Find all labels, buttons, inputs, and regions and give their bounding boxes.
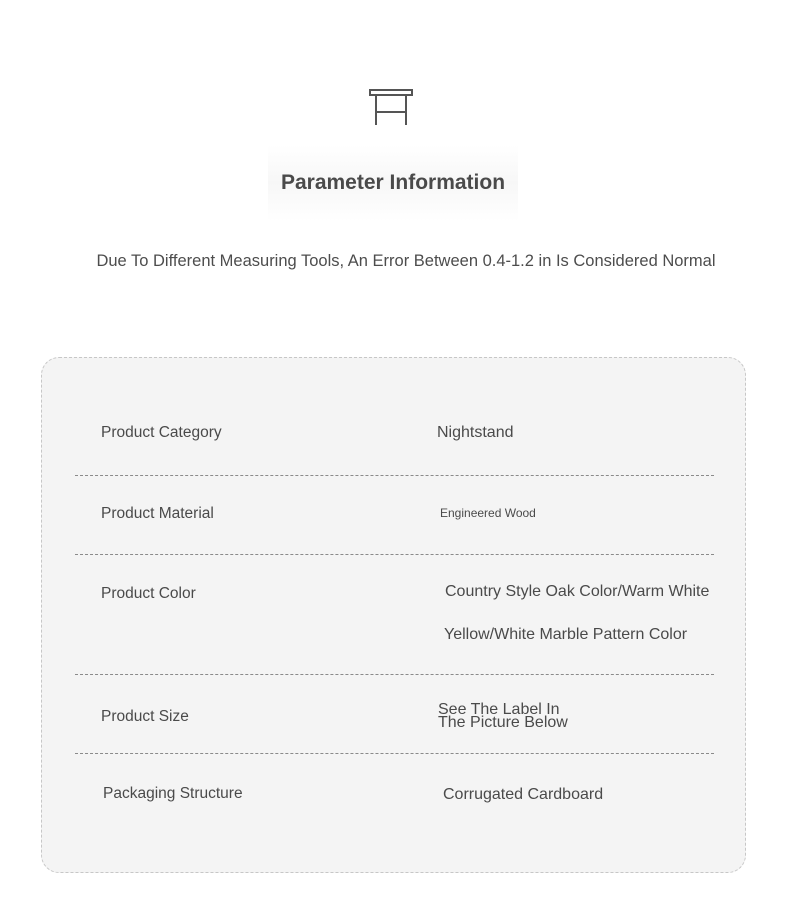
product-color-value-line2: Yellow/White Marble Pattern Color xyxy=(444,626,688,643)
page-title: Parameter Information xyxy=(268,145,518,221)
product-size-label: Product Size xyxy=(101,708,189,725)
nightstand-icon xyxy=(368,88,414,128)
measurement-note: Due To Different Measuring Tools, An Error Between 0.4-1.2 in Is Considered Normal xyxy=(96,252,716,270)
row-divider xyxy=(75,674,714,675)
packaging-structure-label: Packaging Structure xyxy=(103,785,243,802)
product-color-label: Product Color xyxy=(101,585,196,602)
row-divider xyxy=(75,554,714,555)
product-category-value: Nightstand xyxy=(437,424,514,441)
product-material-label: Product Material xyxy=(101,505,214,522)
product-color-value-line1: Country Style Oak Color/Warm White xyxy=(445,583,710,600)
packaging-structure-value: Corrugated Cardboard xyxy=(443,786,604,803)
row-divider xyxy=(75,753,714,754)
product-size-value-line1: See The Label In xyxy=(438,701,560,718)
product-material-value: Engineered Wood xyxy=(440,506,536,520)
product-category-label: Product Category xyxy=(101,424,222,441)
row-divider xyxy=(75,475,714,476)
parameter-card xyxy=(41,357,746,873)
product-size-value-line2: The Picture Below xyxy=(438,714,568,731)
